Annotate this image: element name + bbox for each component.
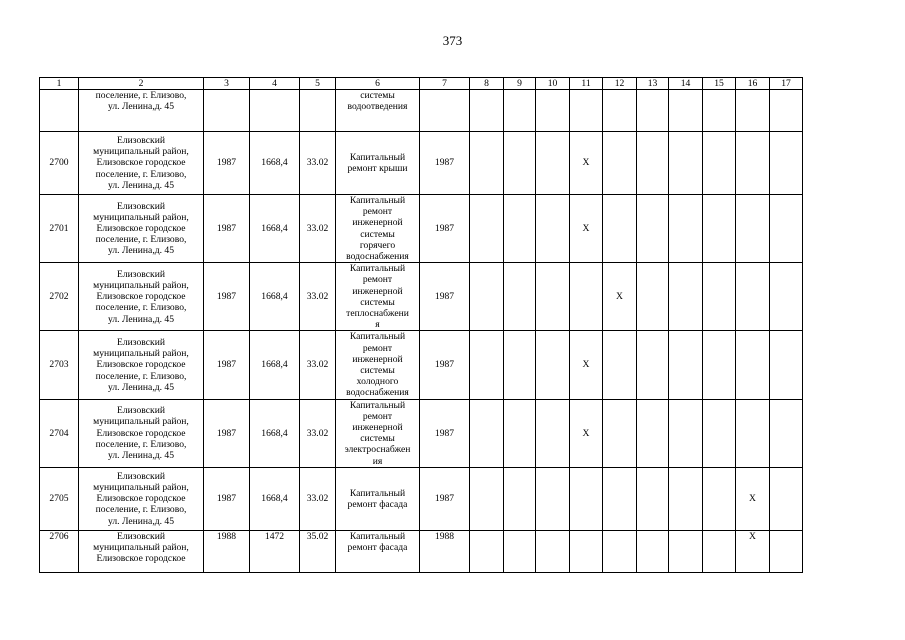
table-row	[40, 530, 803, 572]
cell-empty	[536, 399, 570, 467]
cell-code: 33.02	[300, 467, 336, 530]
address-line: поселение, г. Елизово,	[95, 504, 187, 516]
address-line: Елизовский	[117, 470, 165, 482]
cell-empty	[470, 331, 504, 399]
address-line: Елизовское городское	[96, 291, 186, 303]
cell-empty	[470, 467, 504, 530]
cell-mark: X	[570, 399, 603, 467]
work-line: ремонт	[362, 206, 393, 218]
cell-num: 2703	[40, 331, 79, 399]
cell-plan-year: 1987	[420, 263, 470, 331]
work-line: инженерной	[352, 217, 403, 229]
cell-empty	[470, 263, 504, 331]
work-line: инженерной	[352, 422, 403, 434]
cell-address	[79, 399, 204, 467]
work-line: ремонт	[362, 410, 393, 422]
address-line: Елизовский	[117, 134, 165, 146]
cell-address	[79, 195, 204, 263]
address-line: Елизовское городское	[96, 553, 186, 565]
cell-mark: X	[570, 195, 603, 263]
cell-empty	[736, 132, 770, 195]
work-line: системы	[360, 433, 395, 445]
capital-repair-table	[39, 77, 803, 573]
cell-work	[336, 90, 420, 132]
cell-empty	[504, 530, 536, 572]
address-line: ул. Ленина,д. 45	[108, 245, 174, 257]
cell-empty	[504, 467, 536, 530]
cell-empty	[536, 263, 570, 331]
cell-empty	[603, 399, 637, 467]
cell-empty	[703, 399, 736, 467]
cell-empty	[637, 399, 669, 467]
address-line: муниципальный район,	[93, 146, 189, 158]
cell-mark: X	[736, 467, 770, 530]
address-line: поселение, г. Елизово,	[95, 438, 187, 450]
work-line: теплоснабжени	[346, 308, 409, 320]
address-line: Елизовский	[117, 405, 165, 417]
cell-empty	[770, 132, 803, 195]
cell-empty	[736, 195, 770, 263]
cell-num: 2705	[40, 467, 79, 530]
cell-year: 1987	[204, 132, 250, 195]
cell-empty	[669, 467, 703, 530]
cell-empty	[736, 331, 770, 399]
cell-empty	[470, 530, 504, 572]
work-line: Капитальный	[349, 530, 406, 542]
address-line: ул. Ленина,д. 45	[108, 381, 174, 393]
cell-empty	[603, 132, 637, 195]
cell-empty	[504, 132, 536, 195]
address-line: муниципальный район,	[93, 211, 189, 223]
cell-area: 1668,4	[250, 195, 300, 263]
column-number-12: 12	[603, 78, 637, 90]
table-row	[40, 399, 803, 467]
address-line: муниципальный район,	[93, 482, 189, 494]
cell-empty	[637, 263, 669, 331]
cell-empty	[504, 399, 536, 467]
table-row	[40, 331, 803, 399]
work-line: системы	[360, 228, 395, 240]
address-line: поселение, г. Елизово,	[95, 370, 187, 382]
column-number-7: 7	[420, 78, 470, 90]
work-line: водоснабжения	[346, 251, 409, 263]
table-body	[40, 78, 803, 573]
cell-empty	[603, 195, 637, 263]
cell-year: 1987	[204, 263, 250, 331]
cell-empty	[703, 132, 736, 195]
address-line: муниципальный район,	[93, 416, 189, 428]
cell-empty	[637, 467, 669, 530]
cell-empty	[703, 195, 736, 263]
work-line: системы	[360, 365, 395, 377]
work-line: ремонт крыши	[347, 163, 408, 174]
work-line: Капитальный	[349, 399, 406, 411]
cell-empty	[637, 530, 669, 572]
cell-empty	[570, 530, 603, 572]
address-line: поселение, г. Елизово,	[95, 90, 187, 101]
column-number-1: 1	[40, 78, 79, 90]
cell-work	[336, 331, 420, 399]
cell-plan-year: 1987	[420, 331, 470, 399]
cell-area: 1668,4	[250, 467, 300, 530]
work-line: электроснабжен	[344, 444, 411, 456]
work-line: системы	[360, 296, 395, 308]
work-line: ремонт	[362, 274, 393, 286]
column-number-row	[40, 78, 803, 90]
cell-year: 1988	[204, 530, 250, 572]
column-number-13: 13	[637, 78, 669, 90]
cell-year: 1987	[204, 331, 250, 399]
column-number-5: 5	[300, 78, 336, 90]
cell-empty	[703, 331, 736, 399]
address-line: Елизовское городское	[96, 157, 186, 169]
cell-address	[79, 132, 204, 195]
cell-address	[79, 263, 204, 331]
cell-empty	[536, 530, 570, 572]
column-number-10: 10	[536, 78, 570, 90]
cell-address	[79, 467, 204, 530]
work-line: системы	[360, 90, 395, 101]
column-number-15: 15	[703, 78, 736, 90]
address-line: поселение, г. Елизово,	[95, 302, 187, 314]
cell-mark: X	[736, 530, 770, 572]
continuation-row	[40, 90, 803, 132]
cell-address	[79, 90, 204, 132]
work-line: Капитальный	[349, 331, 406, 343]
work-line: ремонт фасада	[347, 542, 408, 554]
address-line: Елизовское городское	[96, 223, 186, 234]
cell-address	[79, 331, 204, 399]
address-line: ул. Ленина,д. 45	[108, 450, 174, 462]
column-number-6: 6	[336, 78, 420, 90]
cell-num	[40, 90, 79, 132]
cell-num: 2700	[40, 132, 79, 195]
table-row	[40, 467, 803, 530]
cell-area: 1668,4	[250, 399, 300, 467]
column-number-14: 14	[669, 78, 703, 90]
work-line: я	[375, 319, 380, 331]
cell-empty	[736, 399, 770, 467]
cell-empty	[770, 331, 803, 399]
address-line: ул. Ленина,д. 45	[108, 179, 174, 191]
column-number-4: 4	[250, 78, 300, 90]
work-line: ия	[372, 455, 383, 467]
cell-empty	[669, 530, 703, 572]
address-line: муниципальный район,	[93, 542, 189, 554]
cell-plan-year: 1987	[420, 132, 470, 195]
work-line: холодного	[356, 376, 399, 388]
cell-num: 2706	[40, 530, 79, 572]
cell-mark: X	[603, 263, 637, 331]
work-line: инженерной	[352, 285, 403, 297]
cell-empty	[536, 132, 570, 195]
cell-empty	[669, 399, 703, 467]
page-number: 373	[442, 33, 463, 48]
address-line: Елизовский	[117, 200, 165, 212]
cell-empty	[770, 263, 803, 331]
cell-year: 1987	[204, 467, 250, 530]
cell-empty	[536, 467, 570, 530]
cell-address	[79, 530, 204, 572]
cell-empty	[703, 263, 736, 331]
column-number-2: 2	[79, 78, 204, 90]
cell-empty	[570, 263, 603, 331]
cell-area: 1472	[250, 530, 300, 572]
cell-work	[336, 263, 420, 331]
cell-area: 1668,4	[250, 263, 300, 331]
cell-empty	[736, 263, 770, 331]
cell-empty	[669, 132, 703, 195]
address-line: ул. Ленина,д. 45	[108, 515, 174, 527]
cell-plan-year: 1987	[420, 467, 470, 530]
cell-empty	[536, 331, 570, 399]
address-line: Елизовское городское	[96, 427, 186, 439]
cell-empty	[504, 195, 536, 263]
work-line: водоснабжения	[346, 387, 409, 399]
cell-year: 1987	[204, 195, 250, 263]
cell-empty	[637, 132, 669, 195]
cell-empty	[603, 467, 637, 530]
work-line: Капитальный	[349, 487, 406, 499]
cell-empty	[637, 331, 669, 399]
address-line: муниципальный район,	[93, 348, 189, 360]
work-line: Капитальный	[349, 151, 406, 163]
cell-empty	[770, 195, 803, 263]
address-line: Елизовское городское	[96, 493, 186, 505]
cell-code: 33.02	[300, 331, 336, 399]
cell-code: 33.02	[300, 195, 336, 263]
work-line: Капитальный	[349, 263, 406, 275]
address-line: Елизовский	[117, 530, 165, 542]
cell-work	[336, 530, 420, 572]
cell-work	[336, 195, 420, 263]
cell-mark: X	[570, 331, 603, 399]
column-number-17: 17	[770, 78, 803, 90]
cell-plan-year: 1987	[420, 195, 470, 263]
column-number-3: 3	[204, 78, 250, 90]
cell-empty	[669, 331, 703, 399]
cell-mark: X	[570, 132, 603, 195]
cell-code: 33.02	[300, 132, 336, 195]
cell-code: 35.02	[300, 530, 336, 572]
address-line: поселение, г. Елизово,	[95, 168, 187, 180]
column-number-8: 8	[470, 78, 504, 90]
cell-empty	[637, 195, 669, 263]
cell-code: 33.02	[300, 399, 336, 467]
cell-plan-year: 1987	[420, 399, 470, 467]
cell-empty	[770, 399, 803, 467]
cell-work	[336, 467, 420, 530]
cell-empty	[669, 195, 703, 263]
work-line: водоотведения	[347, 101, 408, 113]
cell-empty	[603, 331, 637, 399]
cell-work	[336, 399, 420, 467]
cell-empty	[536, 195, 570, 263]
work-line: ремонт	[362, 342, 393, 354]
cell-empty	[703, 530, 736, 572]
address-line: Елизовский	[117, 268, 165, 280]
cell-area: 1668,4	[250, 132, 300, 195]
address-line: Елизовский	[117, 337, 165, 349]
address-line: муниципальный район,	[93, 280, 189, 292]
cell-num: 2702	[40, 263, 79, 331]
address-line: поселение, г. Елизово,	[95, 234, 187, 246]
table-row	[40, 132, 803, 195]
cell-empty	[470, 399, 504, 467]
work-line: горячего	[359, 239, 396, 251]
cell-empty	[470, 195, 504, 263]
cell-num: 2704	[40, 399, 79, 467]
cell-empty	[603, 530, 637, 572]
address-line: ул. Ленина,д. 45	[108, 101, 174, 113]
column-number-9: 9	[504, 78, 536, 90]
cell-year: 1987	[204, 399, 250, 467]
cell-empty	[570, 467, 603, 530]
cell-work	[336, 132, 420, 195]
cell-empty	[504, 263, 536, 331]
address-line: ул. Ленина,д. 45	[108, 313, 174, 325]
column-number-11: 11	[570, 78, 603, 90]
cell-empty	[470, 132, 504, 195]
cell-area: 1668,4	[250, 331, 300, 399]
cell-empty	[504, 331, 536, 399]
work-line: инженерной	[352, 353, 403, 365]
cell-empty	[770, 467, 803, 530]
cell-code: 33.02	[300, 263, 336, 331]
address-line: Елизовское городское	[96, 359, 186, 371]
column-number-16: 16	[736, 78, 770, 90]
cell-empty	[669, 263, 703, 331]
cell-num: 2701	[40, 195, 79, 263]
cell-plan-year: 1988	[420, 530, 470, 572]
cell-empty	[703, 467, 736, 530]
work-line: Капитальный	[349, 195, 406, 206]
cell-empty	[770, 530, 803, 572]
work-line: ремонт фасада	[347, 498, 408, 510]
table-row	[40, 195, 803, 263]
table-row	[40, 263, 803, 331]
